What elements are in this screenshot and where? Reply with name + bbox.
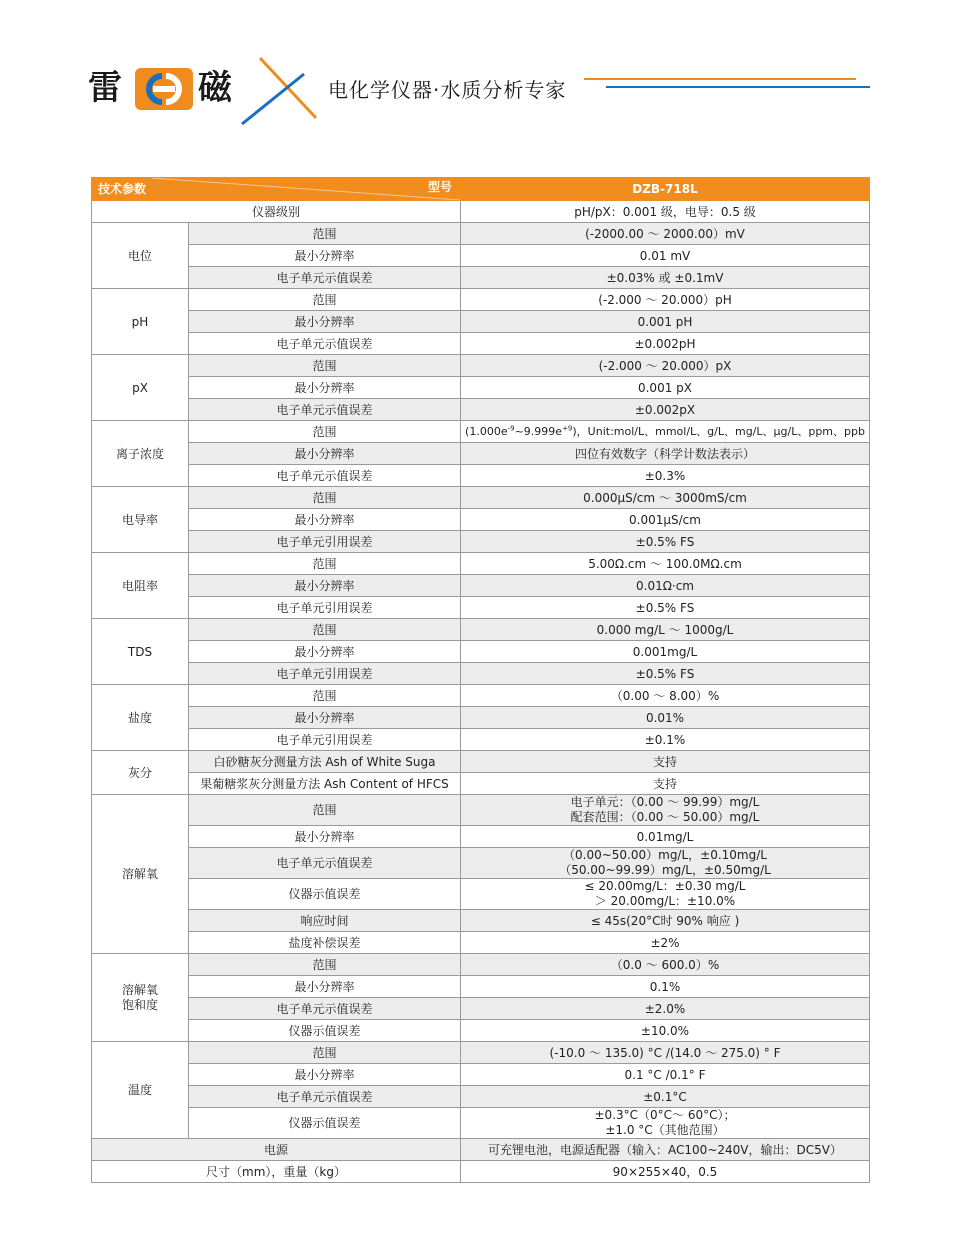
row-label: 范围 (189, 487, 461, 509)
row-value (461, 1108, 870, 1139)
row-label: 最小分辨率 (189, 245, 461, 267)
table-row (92, 910, 870, 932)
row-value: （0.00 ～ 8.00）% (461, 685, 870, 707)
row-label: 尺寸（mm），重量（kg） (92, 1161, 461, 1183)
group-label: pH (92, 289, 189, 355)
row-label: 最小分辨率 (189, 641, 461, 663)
page-header (0, 0, 960, 150)
value-line-2: ＞ 20.00mg/L：±10.0% (594, 894, 736, 908)
row-label: 仪器级别 (92, 201, 461, 223)
group-label: 灰分 (92, 751, 189, 795)
table-row (92, 289, 870, 311)
table-row (92, 879, 870, 910)
table-row (92, 487, 870, 509)
row-label: 最小分辨率 (189, 575, 461, 597)
table-row (92, 531, 870, 553)
table-row (92, 685, 870, 707)
row-label: 电子单元示值误差 (189, 399, 461, 421)
row-label: 最小分辨率 (189, 311, 461, 333)
row-value: 0.001 pX (461, 377, 870, 399)
brand-x-icon (238, 56, 320, 126)
row-label: 范围 (189, 954, 461, 976)
row-label: 果葡糖浆灰分测量方法 Ash Content of HFCS (189, 773, 461, 795)
row-label: 范围 (189, 619, 461, 641)
row-value: ±0.5% FS (461, 531, 870, 553)
row-value: (-2.000 ～ 20.000）pH (461, 289, 870, 311)
table-row (92, 1020, 870, 1042)
row-value: 0.001 pH (461, 311, 870, 333)
row-label: 最小分辨率 (189, 509, 461, 531)
value-line-2: ±1.0 °C（其他范围） (605, 1123, 725, 1137)
group-label: pX (92, 355, 189, 421)
header-rule-orange (584, 78, 856, 80)
row-label: 仪器示值误差 (189, 879, 461, 910)
ion-range-a: (1.000e (465, 424, 508, 438)
row-label: 电子单元引用误差 (189, 531, 461, 553)
table-row (92, 619, 870, 641)
table-row (92, 663, 870, 685)
value-line-2: 配套范围：（0.00 ～ 50.00）mg/L (570, 810, 760, 824)
group-label: 电阻率 (92, 553, 189, 619)
row-label: 盐度补偿误差 (189, 932, 461, 954)
value-line-1: 电子单元：（0.00 ～ 99.99）mg/L (570, 795, 760, 809)
header-diagonal (92, 178, 460, 200)
row-value: 支持 (461, 751, 870, 773)
table-row (92, 201, 870, 223)
table-row (92, 509, 870, 531)
row-value: pH/pX：0.001 级，电导：0.5 级 (461, 201, 870, 223)
value-line-1: ≤ 20.00mg/L：±0.30 mg/L (584, 879, 746, 893)
table-row (92, 707, 870, 729)
header-model-label: 型号 (427, 180, 452, 194)
group-label-line-1: 溶解氧 (121, 982, 158, 997)
table-row (92, 443, 870, 465)
table-row (92, 751, 870, 773)
table-row (92, 998, 870, 1020)
ion-range-b: ~9.999e (514, 424, 563, 438)
row-value (461, 421, 870, 443)
row-value: ±0.03% 或 ±0.1mV (461, 267, 870, 289)
table-row (92, 597, 870, 619)
table-row (92, 1108, 870, 1139)
row-value: ≤ 45s(20°C时 90% 响应 ) (461, 910, 870, 932)
row-label: 最小分辨率 (189, 707, 461, 729)
row-value: （0.0 ～ 600.0）% (461, 954, 870, 976)
row-value: ±0.5% FS (461, 663, 870, 685)
table-row (92, 399, 870, 421)
row-value: 5.00Ω.cm ～ 100.0MΩ.cm (461, 553, 870, 575)
brand-char-right: 磁 (198, 68, 232, 108)
ion-range-exp1: -9 (507, 423, 515, 432)
row-value: 0.01Ω·cm (461, 575, 870, 597)
value-line-1: ±0.3°C（0°C～ 60°C）； (594, 1108, 736, 1122)
group-label: 溶解氧 (92, 795, 189, 954)
row-value: ±0.3% (461, 465, 870, 487)
row-value: ±0.002pH (461, 333, 870, 355)
row-label: 白砂糖灰分测量方法 Ash of White Suga (189, 751, 461, 773)
ion-range-c: )，Unit:mol/L、mmol/L、g/L、mg/L、μg/L、ppm、ppb (572, 424, 865, 438)
table-row (92, 311, 870, 333)
table-row (92, 795, 870, 826)
table-row (92, 267, 870, 289)
row-value: 90×255×40，0.5 (461, 1161, 870, 1183)
row-label: 仪器示值误差 (189, 1020, 461, 1042)
table-row (92, 465, 870, 487)
row-label: 电子单元示值误差 (189, 848, 461, 879)
table-row (92, 245, 870, 267)
row-value: 0.000 mg/L ～ 1000g/L (461, 619, 870, 641)
table-row (92, 1161, 870, 1183)
table-row (92, 954, 870, 976)
row-value: (-2000.00 ～ 2000.00）mV (461, 223, 870, 245)
row-value: 0.1 °C /0.1° F (461, 1064, 870, 1086)
table-row (92, 848, 870, 879)
row-label: 最小分辨率 (189, 1064, 461, 1086)
row-value: ±10.0% (461, 1020, 870, 1042)
row-label: 电子单元引用误差 (189, 729, 461, 751)
row-value (461, 795, 870, 826)
group-label: 电导率 (92, 487, 189, 553)
group-label: 盐度 (92, 685, 189, 751)
group-label (92, 954, 189, 1042)
row-label: 最小分辨率 (189, 443, 461, 465)
brand-tagline: 电化学仪器·水质分析专家 (328, 78, 567, 102)
table-row (92, 976, 870, 998)
table-row (92, 729, 870, 751)
row-label: 电子单元引用误差 (189, 663, 461, 685)
row-value: ±2.0% (461, 998, 870, 1020)
header-param-label: 技术参数 (98, 182, 147, 196)
row-value: 0.01 mV (461, 245, 870, 267)
ion-range-exp2: +9 (562, 423, 573, 432)
row-label: 响应时间 (189, 910, 461, 932)
header-param-cell (92, 178, 461, 201)
row-value: ±0.1°C (461, 1086, 870, 1108)
table-row (92, 377, 870, 399)
row-label: 电子单元示值误差 (189, 267, 461, 289)
row-label: 电子单元引用误差 (189, 597, 461, 619)
row-label: 电子单元示值误差 (189, 998, 461, 1020)
row-value: 四位有效数字（科学计数法表示） (461, 443, 870, 465)
row-value: 0.000μS/cm ～ 3000mS/cm (461, 487, 870, 509)
spec-table (91, 177, 870, 1183)
row-value: (-10.0 ～ 135.0) °C /(14.0 ～ 275.0) ° F (461, 1042, 870, 1064)
row-label: 仪器示值误差 (189, 1108, 461, 1139)
row-label: 范围 (189, 421, 461, 443)
group-label: 电位 (92, 223, 189, 289)
row-label: 范围 (189, 795, 461, 826)
header-rule-blue (606, 86, 870, 88)
value-line-1: （0.00~50.00）mg/L，±0.10mg/L (563, 848, 767, 862)
row-value: 可充锂电池，电源适配器（输入：AC100~240V，输出：DC5V） (461, 1139, 870, 1161)
row-value: 0.01% (461, 707, 870, 729)
table-row (92, 1064, 870, 1086)
row-value: ±0.1% (461, 729, 870, 751)
table-row (92, 1139, 870, 1161)
table-row (92, 553, 870, 575)
row-label: 最小分辨率 (189, 976, 461, 998)
row-value: (-2.000 ～ 20.000）pX (461, 355, 870, 377)
row-label: 电子单元示值误差 (189, 1086, 461, 1108)
row-label: 最小分辨率 (189, 377, 461, 399)
row-label: 电子单元示值误差 (189, 333, 461, 355)
row-label: 范围 (189, 289, 461, 311)
row-value: ±2% (461, 932, 870, 954)
table-row (92, 773, 870, 795)
group-label: TDS (92, 619, 189, 685)
group-label: 温度 (92, 1042, 189, 1139)
row-value: 支持 (461, 773, 870, 795)
table-row (92, 333, 870, 355)
table-row (92, 223, 870, 245)
row-value: ±0.002pX (461, 399, 870, 421)
table-row (92, 355, 870, 377)
row-value (461, 848, 870, 879)
row-label: 电源 (92, 1139, 461, 1161)
header-model-value: DZB-718L (461, 178, 870, 201)
row-value: ±0.5% FS (461, 597, 870, 619)
row-label: 电子单元示值误差 (189, 465, 461, 487)
table-row (92, 641, 870, 663)
row-label: 最小分辨率 (189, 826, 461, 848)
brand-char-left: 雷 (88, 68, 122, 108)
table-row (92, 421, 870, 443)
table-row (92, 1042, 870, 1064)
row-label: 范围 (189, 355, 461, 377)
row-value: 0.001mg/L (461, 641, 870, 663)
brand-logo-icon (135, 68, 193, 110)
table-row (92, 575, 870, 597)
row-value (461, 879, 870, 910)
row-value: 0.01mg/L (461, 826, 870, 848)
table-row (92, 1086, 870, 1108)
group-label-line-2: 饱和度 (121, 997, 158, 1012)
value-line-2: （50.00~99.99）mg/L，±0.50mg/L (559, 863, 771, 877)
row-label: 范围 (189, 1042, 461, 1064)
row-label: 范围 (189, 223, 461, 245)
table-row (92, 826, 870, 848)
row-value: 0.001μS/cm (461, 509, 870, 531)
table-row (92, 932, 870, 954)
table-header-row (92, 178, 870, 201)
row-label: 范围 (189, 685, 461, 707)
row-label: 范围 (189, 553, 461, 575)
row-value: 0.1% (461, 976, 870, 998)
group-label: 离子浓度 (92, 421, 189, 487)
